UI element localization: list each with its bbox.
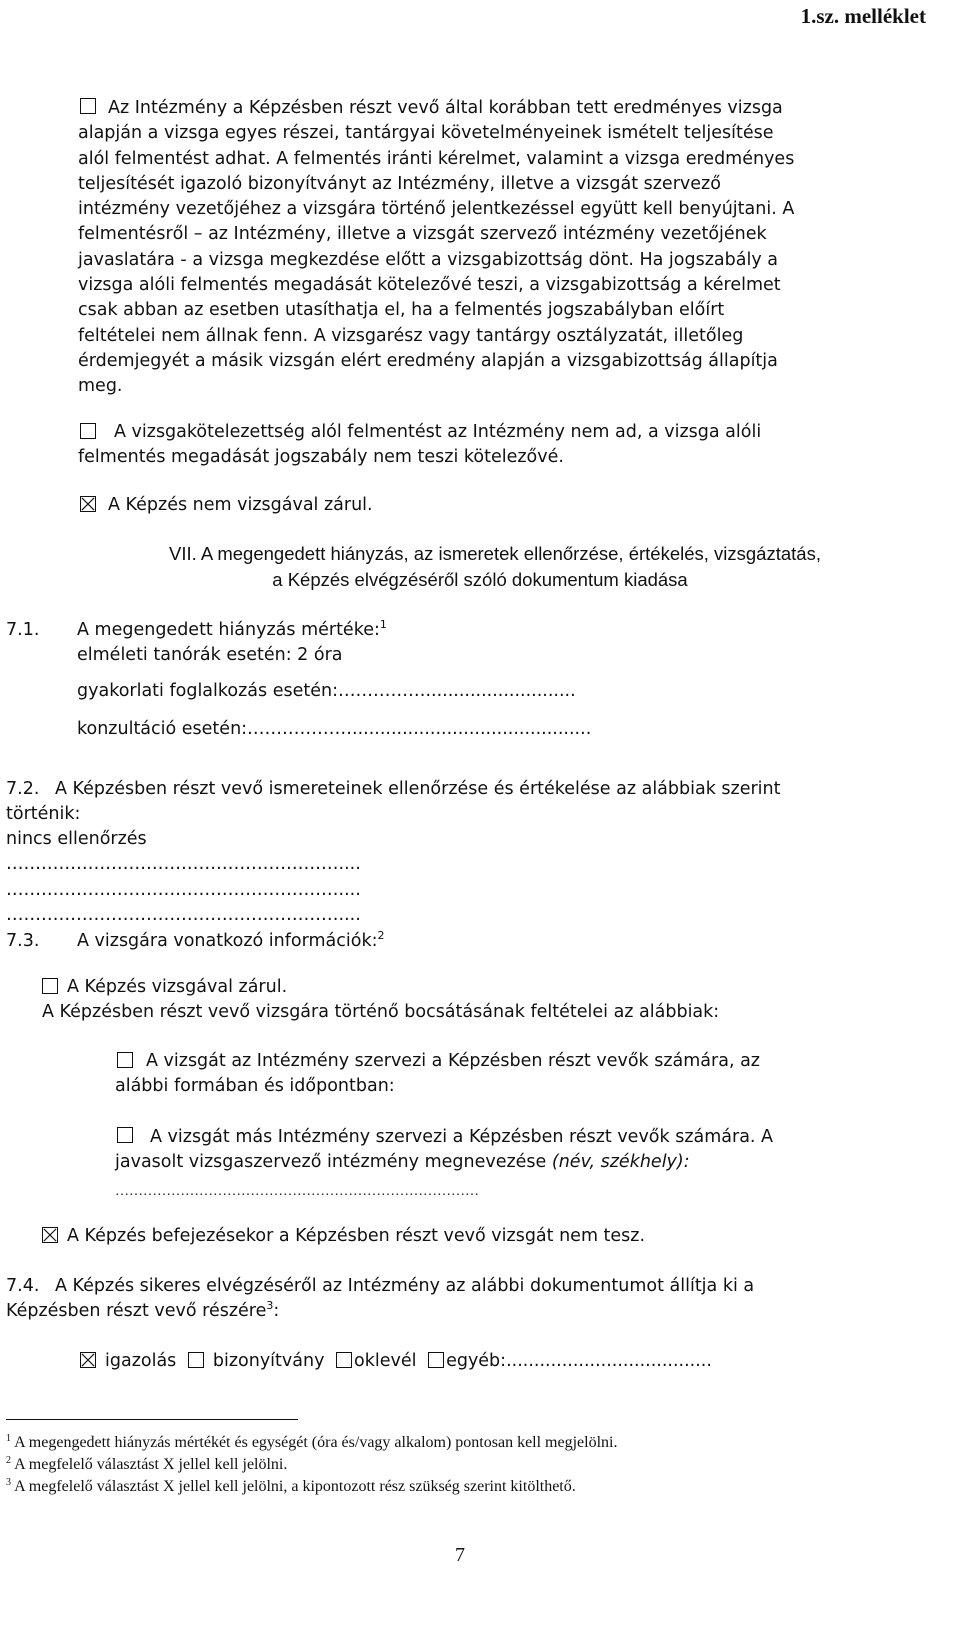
- exemption-a-line: alól felmentést adhat. A felmentés iránti kérelmet, valamint a vizsga eredményes: [78, 148, 795, 169]
- s72-number: 7.2.: [6, 779, 40, 799]
- exemption-b-line: felmentés megadását jogszabály nem teszi kötelezővé.: [78, 447, 564, 468]
- exemption-b-line: A vizsgakötelezettség alól felmentést az Intézmény nem ad, a vizsga alóli: [114, 422, 762, 442]
- s72-dots: …………………………………………………....: [6, 854, 361, 874]
- x-mark-icon: [81, 497, 95, 511]
- footnote-number: 3: [6, 1477, 11, 1488]
- exemption-a-line: intézmény vezetőjéhez a vizsgára történő jelentkezéssel együtt kell benyújtani. A: [78, 199, 795, 220]
- footnote-text: A megengedett hiányzás mértékét és egységét (óra és/vagy alkalom) pontosan kell megjelölni.: [14, 1434, 618, 1451]
- s74-colon: :: [273, 1301, 280, 1321]
- other-exam-line: javasolt vizsgaszervező intézmény megnevezése: [115, 1152, 547, 1173]
- own-exam-text: [115, 1049, 925, 1100]
- degree-label: oklevél: [354, 1351, 417, 1371]
- s73-heading: [77, 929, 384, 954]
- other-exam-dots: ……………………………………………………………………: [115, 1184, 479, 1199]
- s74-text: A Képzés sikeres elvégzéséről az Intézmény az alábbi dokumentumot állítja ki a: [55, 1276, 755, 1296]
- exemption-a-line: feltételei nem állnak fenn. A vizsgarész vagy tantárgy osztályzatát, illetőleg: [78, 325, 744, 346]
- certificate-label: igazolás: [105, 1351, 177, 1371]
- s74-text2: Képzésben részt vevő részére: [6, 1301, 267, 1321]
- s72-dots: …………………………………………………....: [6, 905, 361, 925]
- footnote-2: [6, 1454, 287, 1475]
- s71-label: A megengedett hiányzás mértéke:: [77, 620, 380, 640]
- exam-closes-text: A Képzés vizsgával zárul.: [67, 977, 288, 997]
- other-exam-line2: [115, 1150, 925, 1175]
- footnote-text: A megfelelő választást X jellel kell jelölni.: [14, 1456, 288, 1473]
- footnote-ref: 2: [377, 929, 385, 942]
- no-exam-row: [42, 1224, 645, 1249]
- no-exam-checkbox[interactable]: [42, 1227, 58, 1243]
- exemption-allowed-text: [78, 96, 924, 400]
- own-exam-line: alábbi formában és időpontban:: [115, 1076, 395, 1097]
- s72-line3: nincs ellenőrzés: [6, 829, 147, 849]
- exam-closes-row: [42, 975, 287, 1000]
- s71-practice: gyakorlati foglalkozás esetén:……………...........................: [77, 681, 576, 701]
- other-exam-text: [115, 1125, 925, 1176]
- x-mark-icon: [43, 1228, 57, 1242]
- own-exam-line: A vizsgát az Intézmény szervezi a Képzésben részt vevők számára, az: [146, 1051, 760, 1071]
- footnote-number: 2: [6, 1455, 11, 1466]
- s71-number: 7.1.: [6, 620, 40, 640]
- exemption-a-line: érdemjegyét a másik vizsgán elért eredmény alapján a vizsgabizottság állapítja: [78, 350, 778, 371]
- other-document-checkbox[interactable]: [428, 1352, 444, 1368]
- exemption-a-line: Az Intézmény a Képzésben részt vevő által korábban tett eredményes vizsga: [108, 98, 783, 118]
- exemption-a-line: javaslatára - a vizsga megkezdése előtt a vizsgabizottság dönt. Ha jogszabály a: [78, 249, 778, 270]
- s72-dots: …………………………………………………....: [6, 880, 361, 900]
- diploma-checkbox[interactable]: [188, 1352, 204, 1368]
- exemption-a-line: teljesítését igazoló bizonyítványt az Intézmény, illetve a vizsgát szervező: [78, 173, 721, 194]
- exemption-not-given-text: [78, 420, 924, 471]
- other-exam-line: A vizsgát más Intézmény szervezi a Képzésben részt vevők számára. A: [150, 1127, 774, 1147]
- footnote-number: 1: [6, 1433, 11, 1444]
- s72-line1: [6, 777, 780, 802]
- s73-label: A vizsgára vonatkozó információk:: [77, 931, 378, 951]
- certificate-checkbox[interactable]: [80, 1352, 96, 1368]
- page-number: 7: [455, 1544, 465, 1566]
- s74-line1: [6, 1274, 754, 1299]
- exam-conditions-text: A Képzésben részt vevő vizsgára történő bocsátásának feltételei az alábbiak:: [42, 1002, 720, 1022]
- exemption-a-line: vizsga alóli felmentés megadását kötelezővé teszi, a vizsgabizottság a kérelmet: [78, 275, 781, 296]
- exemption-a-line: meg.: [78, 376, 123, 397]
- no-exam-closure-text: A Képzés nem vizsgával zárul.: [108, 495, 373, 515]
- s74-line2: [6, 1299, 279, 1324]
- footnote-divider: [6, 1419, 298, 1420]
- footnote-text: A megfelelő választást X jellel kell jelölni, a kipontozott rész szükség szerint kitölthető.: [14, 1478, 576, 1495]
- x-mark-icon: [81, 1353, 95, 1367]
- no-exam-text: A Képzés befejezésekor a Képzésben részt vevő vizsgát nem tesz.: [67, 1226, 646, 1246]
- diploma-label: bizonyítvány: [212, 1351, 325, 1371]
- s72-text: A Képzésben részt vevő ismereteinek ellenőrzése és értékelése az alábbiak szerint: [55, 779, 781, 799]
- footnote-ref: 1: [379, 618, 387, 631]
- exemption-a-line: felmentésről – az Intézmény, illetve a vizsgát szervező intézmény vezetőjének: [78, 224, 767, 245]
- s73-number: 7.3.: [6, 931, 40, 951]
- other-document-label: egyéb:.....................................: [446, 1351, 712, 1371]
- s71-theory: elméleti tanórák esetén: 2 óra: [77, 645, 343, 665]
- s74-number: 7.4.: [6, 1276, 40, 1296]
- section-title-line1: VII. A megengedett hiányzás, az ismeretek ellenőrzése, értékelés, vizsgáztatás,: [169, 543, 821, 564]
- document-options-row: [80, 1349, 712, 1374]
- exam-closes-checkbox[interactable]: [42, 978, 58, 994]
- s72-line2: történik:: [6, 804, 81, 824]
- footnote-ref: 3: [266, 1299, 274, 1312]
- no-exam-closure-checkbox[interactable]: [80, 496, 96, 512]
- exemption-a-line: alapján a vizsga egyes részei, tantárgyai követelményeinek ismételt teljesítése: [78, 123, 774, 144]
- degree-checkbox[interactable]: [336, 1352, 352, 1368]
- other-exam-italic: (név, székhely):: [551, 1152, 690, 1173]
- exemption-a-line: csak abban az esetben utasíthatja el, ha a felmentés jogszabályban előírt: [78, 300, 725, 321]
- footnote-1: [6, 1432, 617, 1453]
- section-title-line2: a Képzés elvégzéséről szóló dokumentum kiadása: [272, 569, 688, 590]
- annex-label: 1.sz. melléklet: [800, 4, 926, 28]
- s71-consult: konzultáció esetén:………………...........................................: [77, 719, 592, 739]
- section-title: [0, 541, 960, 593]
- s71-heading: [77, 618, 387, 643]
- footnote-3: [6, 1476, 576, 1497]
